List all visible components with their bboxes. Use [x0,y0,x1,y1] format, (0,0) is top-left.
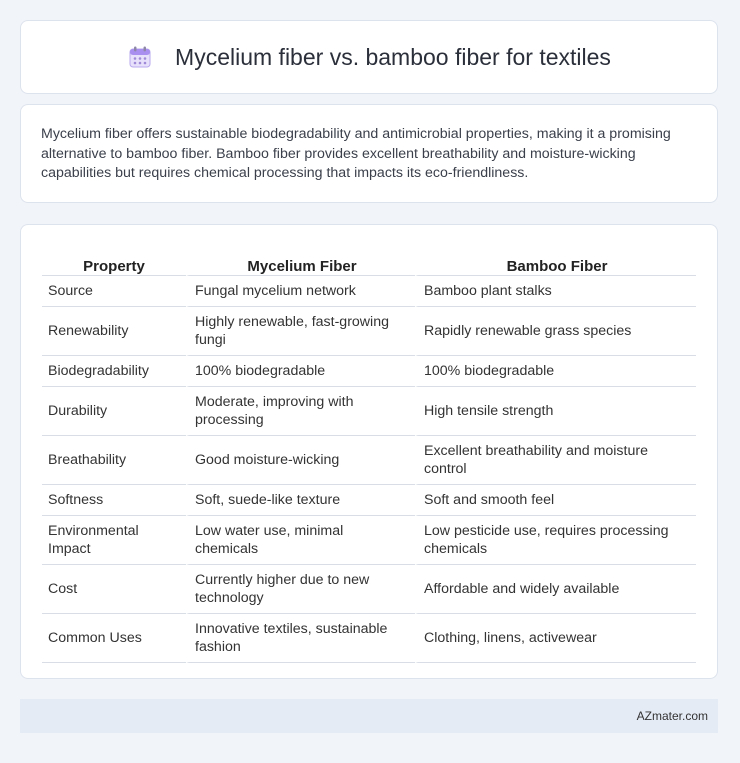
mycelium-cell: Moderate, improving with processing [186,387,415,436]
bamboo-cell: Soft and smooth feel [415,485,696,516]
table-row [42,276,696,307]
comparison-table [42,243,696,663]
property-cell: Source [42,276,186,307]
calendar-icon [127,44,153,70]
summary-card [20,104,718,203]
comparison-table-card [20,224,718,679]
table-row [42,565,696,614]
mycelium-cell: Currently higher due to new technology [186,565,415,614]
bamboo-cell: Clothing, linens, activewear [415,614,696,663]
mycelium-cell: 100% biodegradable [186,356,415,387]
footer [20,699,718,733]
table-row [42,614,696,663]
mycelium-cell: Low water use, minimal chemicals [186,516,415,565]
bamboo-cell: Excellent breathability and moisture control [415,436,696,485]
page-title: Mycelium fiber vs. bamboo fiber for textiles [175,43,611,70]
mycelium-cell: Innovative textiles, sustainable fashion [186,614,415,663]
table-row [42,516,696,565]
property-cell: Common Uses [42,614,186,663]
property-cell: Durability [42,387,186,436]
table-row [42,387,696,436]
table-row [42,485,696,516]
mycelium-cell: Good moisture-wicking [186,436,415,485]
property-cell: Breathability [42,436,186,485]
table-row [42,356,696,387]
table-row [42,307,696,356]
column-header-bamboo: Bamboo Fiber [415,243,696,276]
mycelium-cell: Highly renewable, fast-growing fungi [186,307,415,356]
property-cell: Softness [42,485,186,516]
mycelium-cell: Fungal mycelium network [186,276,415,307]
footer-site-link[interactable]: AZmater.com [636,709,708,723]
bamboo-cell: Low pesticide use, requires processing chemicals [415,516,696,565]
column-header-property: Property [42,243,186,276]
property-cell: Renewability [42,307,186,356]
table-header-row [42,243,696,276]
column-header-mycelium: Mycelium Fiber [186,243,415,276]
bamboo-cell: Rapidly renewable grass species [415,307,696,356]
bamboo-cell: Affordable and widely available [415,565,696,614]
bamboo-cell: 100% biodegradable [415,356,696,387]
property-cell: Biodegradability [42,356,186,387]
bamboo-cell: Bamboo plant stalks [415,276,696,307]
bamboo-cell: High tensile strength [415,387,696,436]
title-card [20,20,718,94]
property-cell: Environmental Impact [42,516,186,565]
mycelium-cell: Soft, suede-like texture [186,485,415,516]
property-cell: Cost [42,565,186,614]
summary-text: Mycelium fiber offers sustainable biodegradability and antimicrobial properties, making it a promising alternative to bamboo fiber. Bamboo fiber provides excellent breathability and moisture-wicking capabilities but requires chemical processing that impacts its eco-friendliness. [41,126,671,181]
table-row [42,436,696,485]
